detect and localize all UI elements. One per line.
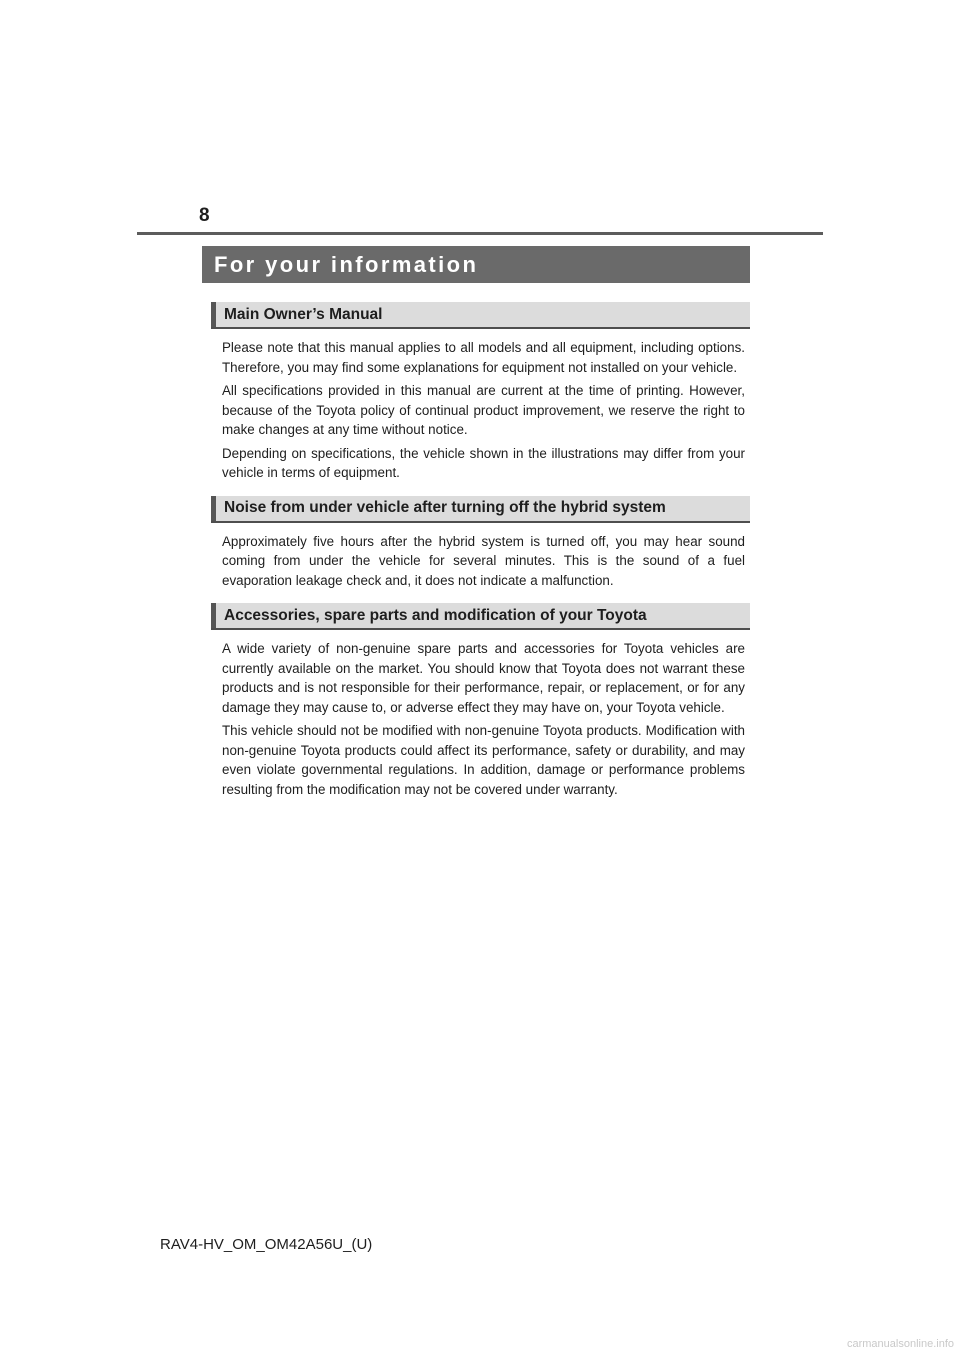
paragraph: Please note that this manual applies to all models and all equipment, including options. Therefore, you may find some explanations for equipment not installed on your vehicle. bbox=[222, 340, 745, 375]
section-heading-text: Main Owner’s Manual bbox=[224, 305, 383, 323]
section-heading-text: Accessories, spare parts and modification of your Toyota bbox=[224, 606, 647, 624]
paragraph: Depending on specifications, the vehicle shown in the illustrations may differ from your vehicle in terms of equipment. bbox=[222, 445, 745, 480]
section-body bbox=[211, 630, 750, 799]
paragraph: Approximately five hours after the hybrid system is turned off, you may hear sound coming from under the vehicle for several minutes. This is the sound of a fuel evaporation leakage check and, it does not indicate a malfunction. bbox=[222, 533, 745, 588]
section-noise-under-vehicle bbox=[211, 496, 750, 591]
page-content bbox=[211, 302, 750, 803]
section-body bbox=[211, 523, 750, 591]
header-rule bbox=[137, 232, 823, 235]
section-accessories-spare-parts bbox=[211, 603, 750, 799]
paragraph: A wide variety of non-genuine spare parts and accessories for Toyota vehicles are currently available on the market. You should know that Toyota does not warrant these products and is not responsible for their performance, repair, or replacement, or for any damage they may cause to, or adverse effect they may have on, your Toyota vehicle. bbox=[222, 641, 745, 715]
manual-code: RAV4-HV_OM_OM42A56U_(U) bbox=[160, 1236, 373, 1253]
paragraph: All specifications provided in this manual are current at the time of printing. However, because of the Toyota policy of continual product improvement, we reserve the right to make changes at any time without notice. bbox=[222, 383, 745, 437]
watermark: carmanualsonline.info bbox=[846, 1338, 954, 1350]
page-number: 8 bbox=[199, 205, 210, 226]
section-heading bbox=[211, 302, 750, 329]
section-main-owners-manual bbox=[211, 302, 750, 483]
page-title: For your information bbox=[214, 251, 479, 277]
section-heading bbox=[211, 496, 750, 523]
paragraph: This vehicle should not be modified with non-genuine Toyota products. Modification with non-genuine Toyota products could affect its performance, safety or durability, and may even violate governmental regulations. In addition, damage or performance problems resulting from the modification may not be covered under warranty. bbox=[222, 723, 745, 797]
section-heading-text: Noise from under vehicle after turning off the hybrid system bbox=[224, 499, 666, 516]
section-heading bbox=[211, 603, 750, 630]
section-body bbox=[211, 329, 750, 483]
page-title-banner bbox=[202, 246, 750, 283]
